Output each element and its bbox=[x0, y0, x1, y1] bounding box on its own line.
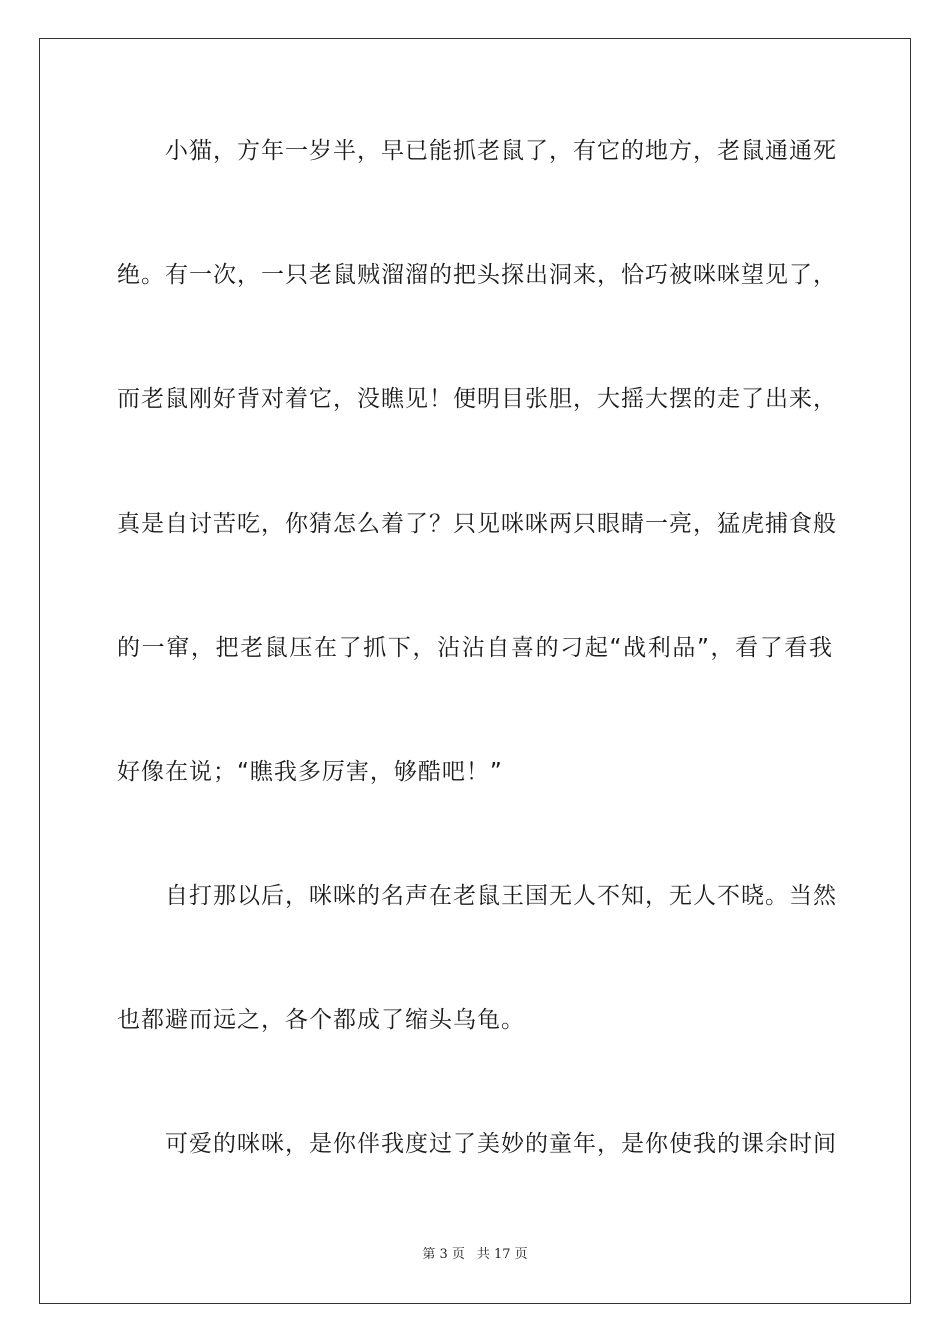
text-line: 好像在说；“瞧我多厉害，够酷吧！” bbox=[117, 759, 503, 785]
text-line: 的一窜，把老鼠压在了抓下，沾沾自喜的刁起“战利品”，看了看我 bbox=[117, 635, 833, 661]
text-line: 也都避而远之，各个都成了缩头乌龟。 bbox=[117, 1007, 525, 1033]
text-line: 绝。有一次，一只老鼠贼溜溜的把头探出洞来，恰巧被咪咪望见了， bbox=[117, 262, 837, 288]
page-footer bbox=[0, 1246, 950, 1264]
page-border bbox=[39, 38, 911, 1304]
text-line: 真是自讨苦吃，你猜怎么着了？只见咪咪两只眼睛一亮，猛虎捕食般 bbox=[117, 511, 837, 537]
text-line: 小猫，方年一岁半，早已能抓老鼠了，有它的地方，老鼠通通死 bbox=[165, 138, 837, 164]
page-number: 第 3 页 bbox=[422, 1247, 465, 1262]
text-line: 而老鼠刚好背对着它，没瞧见！便明目张胆，大摇大摆的走了出来， bbox=[117, 386, 837, 412]
text-line: 可爱的咪咪，是你伴我度过了美妙的童年，是你使我的课余时间 bbox=[165, 1131, 837, 1157]
total-pages: 共 17 页 bbox=[476, 1247, 528, 1262]
text-line: 自打那以后，咪咪的名声在老鼠王国无人不知，无人不晓。当然 bbox=[165, 883, 837, 909]
